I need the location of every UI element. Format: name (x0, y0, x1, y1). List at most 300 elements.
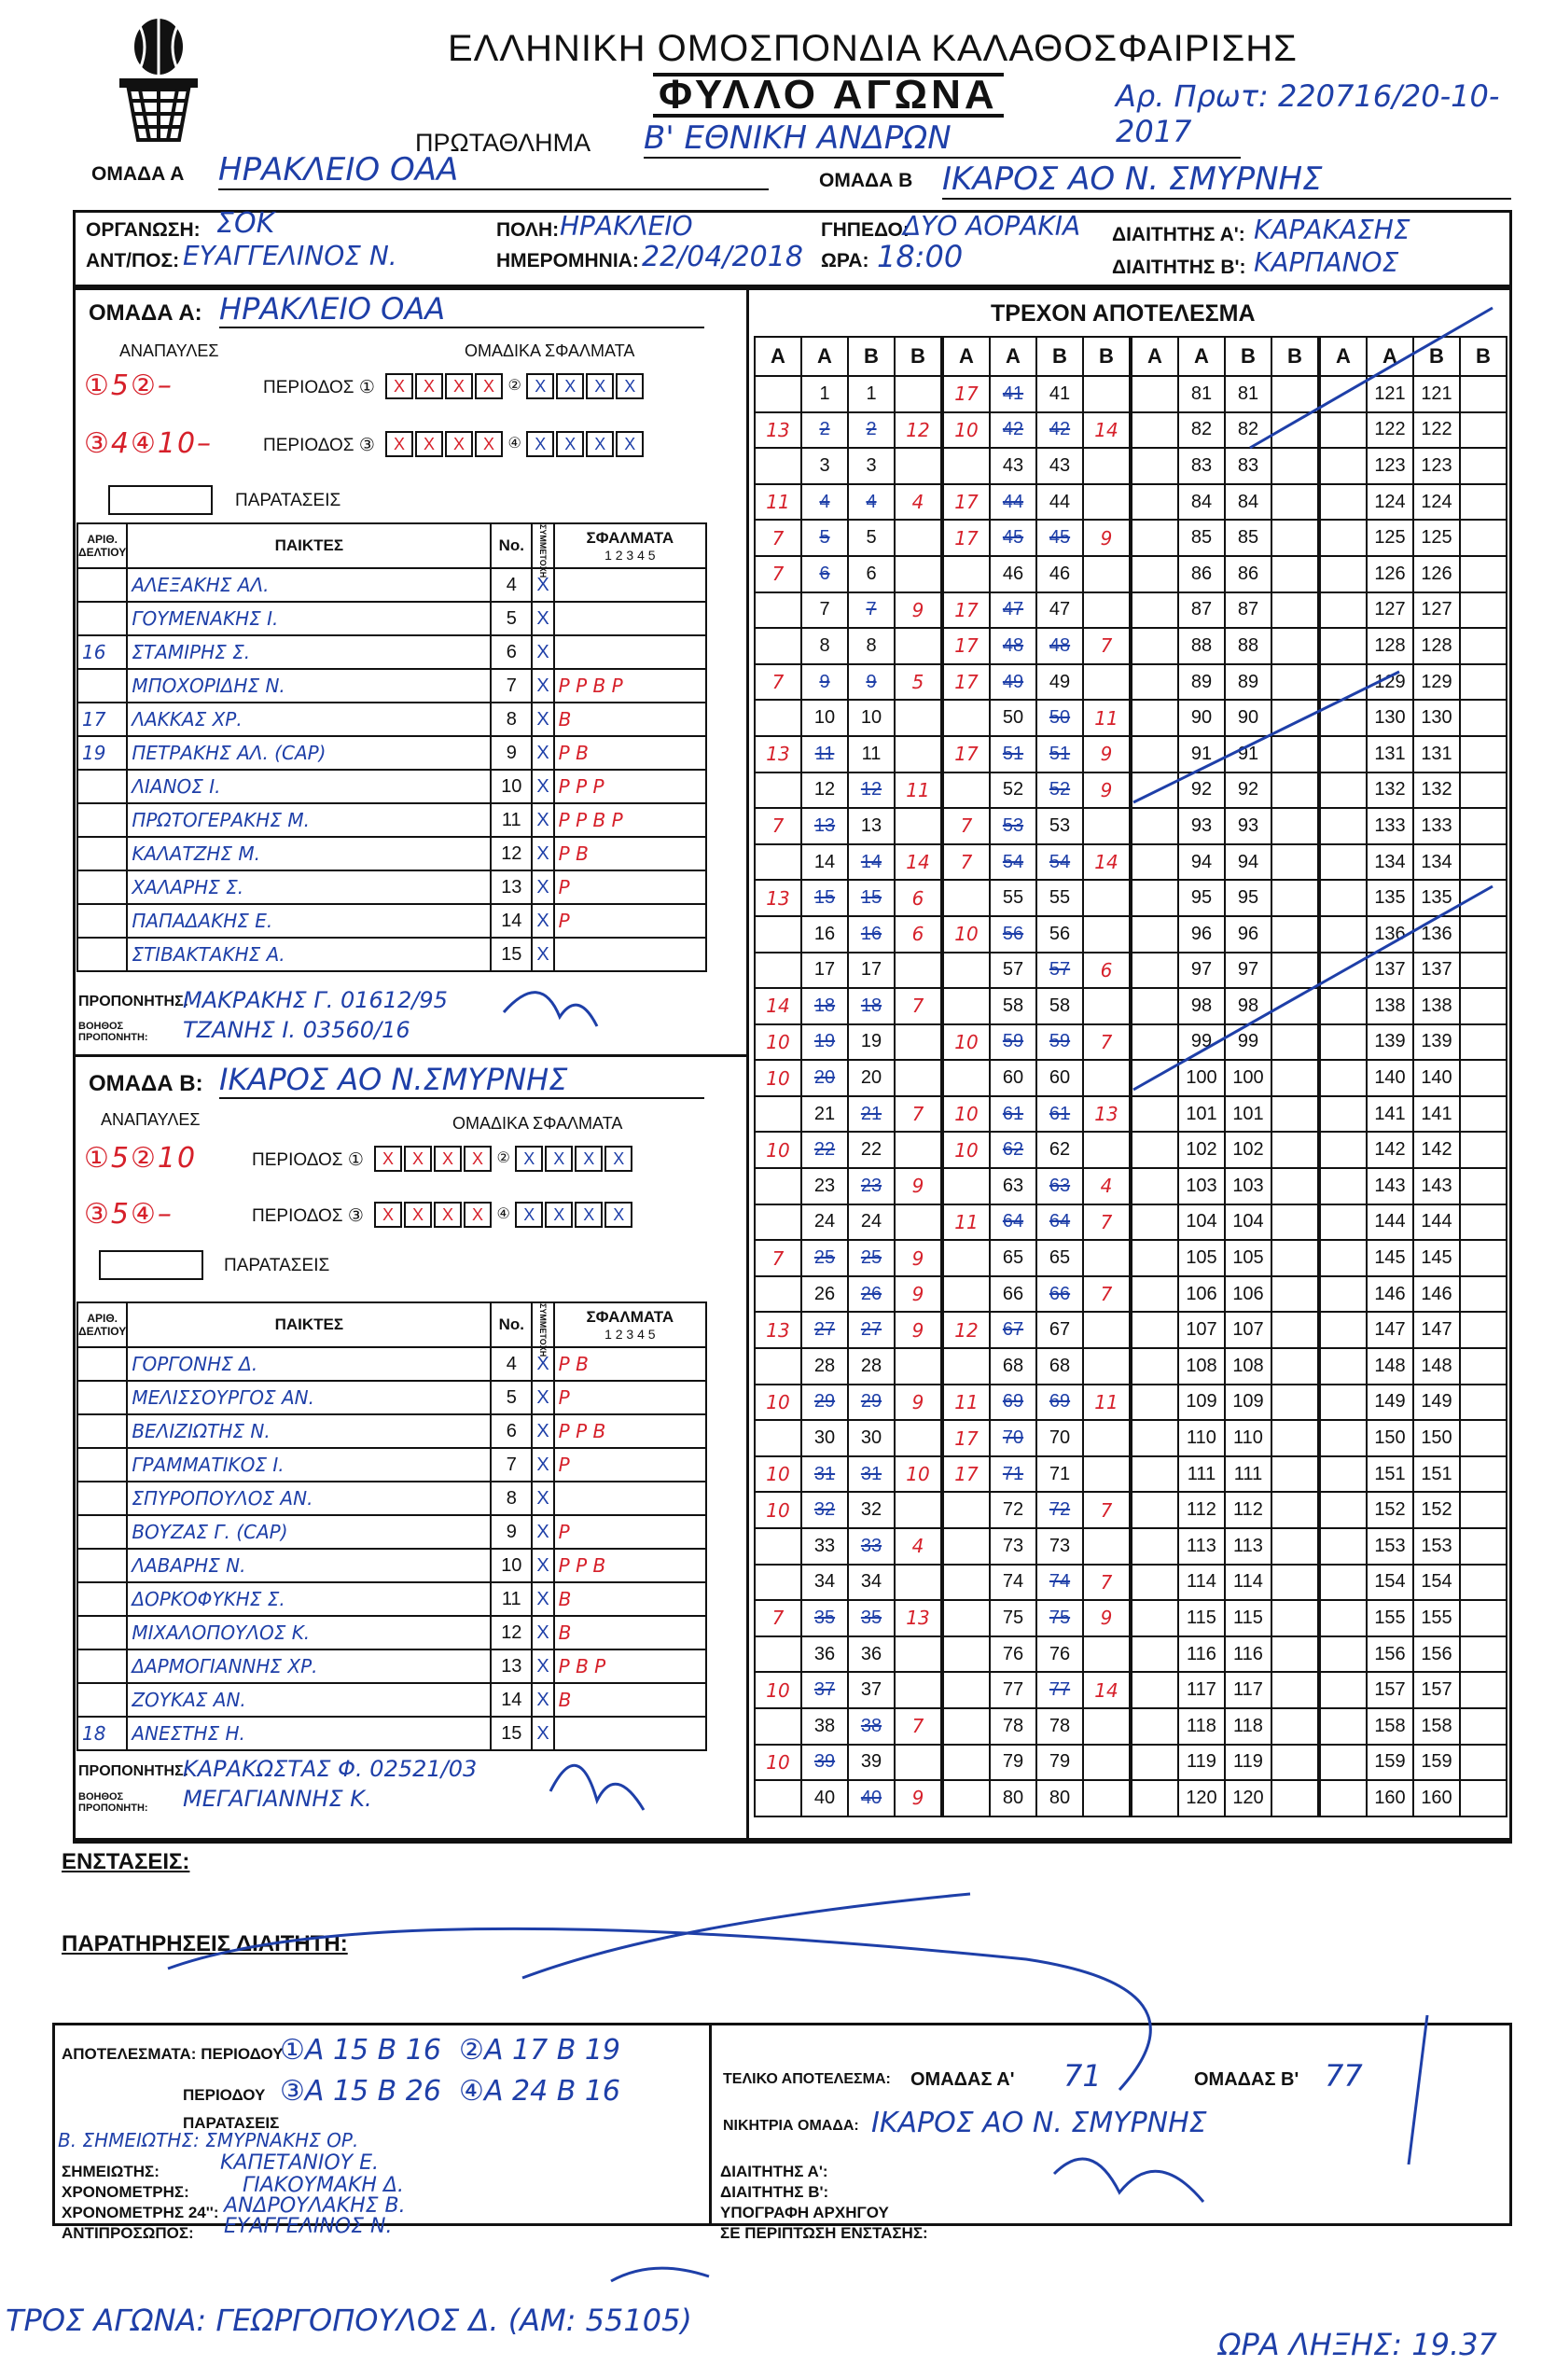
score-number-b: 114 (1225, 1565, 1271, 1601)
score-number-a: 52 (990, 772, 1036, 809)
championship-value: Β' ΕΘΝΙΚΗ ΑΝΔΡΩΝ (644, 119, 1241, 159)
player-fouls: P (554, 870, 706, 904)
score-number-a: 6 (801, 556, 848, 592)
player-fouls: P P B (554, 1549, 706, 1582)
score-mark-a: 7 (755, 664, 801, 701)
score-number-a: 72 (990, 1492, 1036, 1528)
score-mark-b: 9 (895, 1240, 941, 1276)
score-number-b: 89 (1225, 664, 1271, 701)
score-number-b: 100 (1225, 1060, 1271, 1096)
player-number: 7 (491, 669, 532, 703)
player-number: 8 (491, 1482, 532, 1515)
score-number-b: 118 (1225, 1708, 1271, 1745)
score-number-a: 135 (1367, 880, 1413, 916)
score-number-b: 30 (848, 1420, 895, 1456)
score-mark-b: 7 (1083, 1276, 1130, 1313)
players-header-b: ΠΑΙΚΤΕΣ (127, 1302, 491, 1347)
score-mark-b: 11 (1083, 1385, 1130, 1421)
score-number-a: 108 (1178, 1348, 1225, 1385)
score-number-b: 70 (1036, 1420, 1083, 1456)
score-number-a: 24 (801, 1204, 848, 1241)
player-name: ΠΕΤΡΑΚΗΣ ΑΛ. (CAP) (127, 736, 491, 770)
captain-objection-label: ΣΕ ΠΕΡΙΠΤΩΣΗ ΕΝΣΤΑΣΗΣ: (720, 2224, 928, 2242)
score-mark-b: 14 (895, 844, 941, 881)
participation-mark: X (532, 837, 553, 870)
player-name: ΛΙΑΝΟΣ Ι. (127, 770, 491, 803)
player-number: 4 (491, 568, 532, 602)
score-mark-a: 7 (755, 556, 801, 592)
score-number-b: 61 (1036, 1096, 1083, 1133)
score-number-a: 113 (1178, 1528, 1225, 1565)
score-number-b: 127 (1413, 592, 1460, 629)
score-number-b: 13 (848, 808, 895, 844)
team-a-timeouts-2: ③4④10– (84, 427, 214, 460)
score-number-b: 56 (1036, 916, 1083, 953)
participation-mark: X (532, 870, 553, 904)
player-fouls: P (554, 1448, 706, 1482)
coach-a: ΜΑΚΡΑΚΗΣ Γ. 01612/95 (183, 987, 448, 1013)
score-number-b: 130 (1413, 700, 1460, 736)
ref-a-sign-label: ΔΙΑΙΤΗΤΗΣ Α': (720, 2163, 828, 2180)
score-number-a: 27 (801, 1312, 848, 1348)
score-number-b: 45 (1036, 520, 1083, 556)
score-number-a: 100 (1178, 1060, 1225, 1096)
score-number-a: 59 (990, 1024, 1036, 1061)
score-number-b: 12 (848, 772, 895, 809)
score-number-b: 16 (848, 916, 895, 953)
score-number-a: 3 (801, 448, 848, 484)
score-number-b: 153 (1413, 1528, 1460, 1565)
remarks-label: ΠΑΡΑΤΗΡΗΣΕΙΣ ΔΙΑΙΤΗΤΗ: (62, 1931, 348, 1956)
score-number-a: 128 (1367, 628, 1413, 664)
score-mark-b: 9 (895, 1168, 941, 1204)
city-value: ΗΡΑΚΛΕΙΟ (560, 211, 693, 242)
player-name: ΑΛΕΞΑΚΗΣ ΑΛ. (127, 568, 491, 602)
score-mark-b: 14 (1083, 1672, 1130, 1708)
score-number-b: 39 (848, 1745, 895, 1781)
score-number-a: 12 (801, 772, 848, 809)
timer-value: ΓΙΑΚΟΥΜΑΚΗ Δ. (243, 2174, 405, 2197)
score-number-b: 54 (1036, 844, 1083, 881)
score-mark-b: 9 (1083, 1600, 1130, 1636)
score-number-a: 122 (1367, 412, 1413, 449)
score-mark-a: 12 (943, 1312, 990, 1348)
score-mark-b: 13 (1083, 1096, 1130, 1133)
score-number-b: 125 (1413, 520, 1460, 556)
score-number-b: 23 (848, 1168, 895, 1204)
score-number-a: 95 (1178, 880, 1225, 916)
score-number-b: 59 (1036, 1024, 1083, 1061)
team-a-name: ΗΡΑΚΛΕΙΟ ΟΑΑ (218, 151, 769, 190)
score-number-a: 18 (801, 988, 848, 1024)
score-number-b: 24 (848, 1204, 895, 1241)
participation-mark: X (532, 1582, 553, 1616)
score-number-a: 142 (1367, 1132, 1413, 1168)
score-number-a: 149 (1367, 1385, 1413, 1421)
score-number-a: 119 (1178, 1745, 1225, 1781)
score-number-a: 116 (1178, 1636, 1225, 1673)
participation-mark: X (532, 1683, 553, 1717)
score-mark-b: 9 (895, 592, 941, 629)
score-number-a: 51 (990, 736, 1036, 772)
score-number-a: 49 (990, 664, 1036, 701)
score-number-b: 140 (1413, 1060, 1460, 1096)
score-number-b: 9 (848, 664, 895, 701)
participation-header-b: ΣΥΜΜΕΤΟΧΗ (532, 1302, 553, 1347)
score-number-a: 29 (801, 1385, 848, 1421)
score-mark-a: 7 (943, 808, 990, 844)
score-number-b: 1 (848, 376, 895, 412)
score-mark-a: 17 (943, 484, 990, 521)
score-mark-b: 7 (1083, 628, 1130, 664)
score-mark-a: 17 (943, 1456, 990, 1493)
player-fouls: P B P (554, 1649, 706, 1683)
player-number: 6 (491, 635, 532, 669)
score-mark-a: 10 (755, 1456, 801, 1493)
score-mark-a: 17 (943, 736, 990, 772)
score-number-b: 76 (1036, 1636, 1083, 1673)
score-number-a: 107 (1178, 1312, 1225, 1348)
player-licence: 19 (77, 736, 127, 770)
score-number-b: 80 (1036, 1780, 1083, 1816)
score-mark-a: 13 (755, 412, 801, 449)
footer-end-time: ΩΡΑ ΛΗΞΗΣ: 19.37 (1218, 2327, 1497, 2362)
score-number-a: 28 (801, 1348, 848, 1385)
score-number-b: 34 (848, 1565, 895, 1601)
score-number-b: 157 (1413, 1672, 1460, 1708)
score-mark-b: 13 (895, 1600, 941, 1636)
score-number-b: 106 (1225, 1276, 1271, 1313)
rep-label-bottom: ΑΝΤΙΠΡΟΣΩΠΟΣ: (62, 2224, 194, 2242)
score-number-b: 73 (1036, 1528, 1083, 1565)
score-number-a: 71 (990, 1456, 1036, 1493)
team-b-name: ΙΚΑΡΟΣ ΑΟ Ν. ΣΜΥΡΝΗΣ (942, 160, 1511, 200)
score-number-b: 87 (1225, 592, 1271, 629)
player-fouls: P P B P (554, 669, 706, 703)
score-number-a: 23 (801, 1168, 848, 1204)
score-number-a: 117 (1178, 1672, 1225, 1708)
score-number-a: 82 (1178, 412, 1225, 449)
score-number-b: 3 (848, 448, 895, 484)
player-number: 8 (491, 703, 532, 736)
player-number: 15 (491, 938, 532, 971)
city-label: ΠΟΛΗ: (496, 219, 560, 241)
score-number-a: 42 (990, 412, 1036, 449)
score-number-b: 62 (1036, 1132, 1083, 1168)
score-number-a: 157 (1367, 1672, 1413, 1708)
score-number-a: 66 (990, 1276, 1036, 1313)
score-number-a: 89 (1178, 664, 1225, 701)
player-name: ΣΤΙΒΑΚΤΑΚΗΣ Α. (127, 938, 491, 971)
score-col-header: B (895, 337, 941, 376)
player-number: 5 (491, 1381, 532, 1414)
score-mark-b: 14 (1083, 412, 1130, 449)
player-number: 15 (491, 1717, 532, 1750)
score-number-b: 83 (1225, 448, 1271, 484)
score-number-a: 140 (1367, 1060, 1413, 1096)
team-fouls-label-b: ΟΜΑΔΙΚΑ ΣΦΑΛΜΑΤΑ (452, 1114, 623, 1133)
player-name: ΜΠΟΧΟΡΙΔΗΣ Ν. (127, 669, 491, 703)
score-number-b: 101 (1225, 1096, 1271, 1133)
federation-name: ΕΛΛΗΝΙΚΗ ΟΜΟΣΠΟΝΔΙΑ ΚΑΛΑΘΟΣΦΑΙΡΙΣΗΣ (448, 28, 1298, 69)
player-fouls: P B (554, 837, 706, 870)
objections-label: ΕΝΣΤΑΣΕΙΣ: (62, 1849, 190, 1874)
player-fouls: B (554, 1582, 706, 1616)
score-mark-a: 13 (755, 880, 801, 916)
player-name: ΓΟΡΓΟΝΗΣ Δ. (127, 1347, 491, 1381)
score-number-a: 155 (1367, 1600, 1413, 1636)
score-number-a: 94 (1178, 844, 1225, 881)
score-number-b: 133 (1413, 808, 1460, 844)
score-number-a: 55 (990, 880, 1036, 916)
score-number-a: 112 (1178, 1492, 1225, 1528)
score-number-b: 74 (1036, 1565, 1083, 1601)
participation-mark: X (532, 1347, 553, 1381)
score-number-a: 47 (990, 592, 1036, 629)
score-number-a: 150 (1367, 1420, 1413, 1456)
score-number-b: 32 (848, 1492, 895, 1528)
score-number-b: 141 (1413, 1096, 1460, 1133)
score-number-a: 146 (1367, 1276, 1413, 1313)
player-name: ΖΟΥΚΑΣ ΑΝ. (127, 1683, 491, 1717)
player-number: 6 (491, 1414, 532, 1448)
score-mark-a: 10 (755, 1385, 801, 1421)
ref1-value: ΚΑΡΑΚΑΣΗΣ (1254, 215, 1410, 245)
player-number: 13 (491, 1649, 532, 1683)
score-number-b: 128 (1413, 628, 1460, 664)
score-number-a: 41 (990, 376, 1036, 412)
score-number-a: 96 (1178, 916, 1225, 953)
score-mark-a: 17 (943, 376, 990, 412)
score-mark-a: 11 (755, 484, 801, 521)
time-value: 18:00 (877, 239, 964, 274)
score-number-b: 132 (1413, 772, 1460, 809)
score-mark-b: 6 (895, 880, 941, 916)
final-label: ΤΕΛΙΚΟ ΑΠΟΤΕΛΕΣΜΑ: (723, 2071, 891, 2087)
player-fouls: P B (554, 736, 706, 770)
score-number-b: 113 (1225, 1528, 1271, 1565)
score-number-a: 54 (990, 844, 1036, 881)
score-number-b: 121 (1413, 376, 1460, 412)
participation-mark: X (532, 703, 553, 736)
protocol-number: Αρ. Πρωτ: 220716/20-10-2017 (1116, 78, 1500, 149)
score-number-b: 43 (1036, 448, 1083, 484)
timer24-value: ΑΝΔΡΟΥΛΑΚΗΣ Β. (224, 2194, 406, 2218)
score-number-b: 115 (1225, 1600, 1271, 1636)
assistant-label-a: ΒΟΗΘΟΣ ΠΡΟΠΟΝΗΤΗ: (78, 1021, 148, 1043)
score-number-a: 20 (801, 1060, 848, 1096)
score-number-b: 86 (1225, 556, 1271, 592)
score-number-b: 102 (1225, 1132, 1271, 1168)
score-number-b: 4 (848, 484, 895, 521)
score-number-b: 84 (1225, 484, 1271, 521)
score-number-a: 99 (1178, 1024, 1225, 1061)
score-number-a: 148 (1367, 1348, 1413, 1385)
player-name: ΒΕΛΙΖΙΩΤΗΣ Ν. (127, 1414, 491, 1448)
participation-mark: X (532, 736, 553, 770)
score-number-b: 147 (1413, 1312, 1460, 1348)
score-number-b: 138 (1413, 988, 1460, 1024)
score-number-b: 156 (1413, 1636, 1460, 1673)
score-number-b: 96 (1225, 916, 1271, 953)
score-number-a: 44 (990, 484, 1036, 521)
score-number-a: 141 (1367, 1096, 1413, 1133)
score-number-b: 144 (1413, 1204, 1460, 1241)
player-fouls: P P B P (554, 803, 706, 837)
score-number-a: 130 (1367, 700, 1413, 736)
player-name: ΧΑΛΑΡΗΣ Σ. (127, 870, 491, 904)
score-number-a: 160 (1367, 1780, 1413, 1816)
score-col-header: A (1132, 337, 1178, 376)
score-mark-a: 11 (943, 1385, 990, 1421)
score-number-a: 124 (1367, 484, 1413, 521)
score-mark-a: 17 (943, 664, 990, 701)
player-number: 10 (491, 1549, 532, 1582)
player-name: ΑΝΕΣΤΗΣ Η. (127, 1717, 491, 1750)
score-number-b: 21 (848, 1096, 895, 1133)
player-fouls: P (554, 904, 706, 938)
extensions-label-b: ΠΑΡΑΤΑΣΕΙΣ (224, 1256, 330, 1275)
score-mark-b: 11 (895, 772, 941, 809)
participation-mark: X (532, 1717, 553, 1750)
score-number-b: 116 (1225, 1636, 1271, 1673)
player-name: ΛΑΒΑΡΗΣ Ν. (127, 1549, 491, 1582)
score-number-a: 50 (990, 700, 1036, 736)
venue-value: ΔΥΟ ΑΟΡΑΚΙΑ (903, 211, 1081, 242)
participation-mark: X (532, 938, 553, 971)
assistant-label-b: ΒΟΗΘΟΣ ΠΡΟΠΟΝΗΤΗ: (78, 1791, 148, 1814)
score-number-b: 48 (1036, 628, 1083, 664)
score-number-b: 154 (1413, 1565, 1460, 1601)
date-value: 22/04/2018 (642, 241, 803, 273)
rep-value: ΕΥΑΓΓΕΛΙΝΟΣ Ν. (183, 241, 397, 271)
player-name: ΛΑΚΚΑΣ ΧΡ. (127, 703, 491, 736)
fouls-header: ΣΦΑΛΜΑΤΑ 1 2 3 4 5 (554, 523, 706, 568)
score-number-a: 115 (1178, 1600, 1225, 1636)
participation-mark: X (532, 1414, 553, 1448)
score-number-a: 76 (990, 1636, 1036, 1673)
score-number-b: 119 (1225, 1745, 1271, 1781)
score-number-a: 25 (801, 1240, 848, 1276)
score-mark-a: 10 (755, 1060, 801, 1096)
score-mark-a: 10 (943, 916, 990, 953)
score-number-b: 11 (848, 736, 895, 772)
rep-label: ΑΝΤ/ΠΟΣ: (86, 250, 180, 271)
score-number-b: 17 (848, 953, 895, 989)
score-number-b: 35 (848, 1600, 895, 1636)
footer-commissioner: ΤΡΟΣ ΑΓΩΝΑ: ΓΕΩΡΓΟΠΟΥΛΟΣ Δ. (ΑΜ: 55105) (6, 2303, 692, 2338)
score-number-a: 109 (1178, 1385, 1225, 1421)
score-number-b: 55 (1036, 880, 1083, 916)
team-b-timeouts-2: ③5④– (84, 1198, 174, 1231)
score-number-b: 41 (1036, 376, 1083, 412)
score-number-a: 126 (1367, 556, 1413, 592)
score-number-a: 33 (801, 1528, 848, 1565)
score-number-a: 81 (1178, 376, 1225, 412)
score-number-b: 103 (1225, 1168, 1271, 1204)
score-number-a: 45 (990, 520, 1036, 556)
player-name: ΠΑΠΑΔΑΚΗΣ Ε. (127, 904, 491, 938)
score-number-a: 92 (1178, 772, 1225, 809)
score-number-a: 104 (1178, 1204, 1225, 1241)
score-number-a: 16 (801, 916, 848, 953)
score-number-b: 69 (1036, 1385, 1083, 1421)
timer24-label: ΧΡΟΝΟΜΕΤΡΗΣ 24'': (62, 2204, 219, 2221)
score-number-b: 145 (1413, 1240, 1460, 1276)
timeouts-label-b: ΑΝΑΠΑΥΛΕΣ (101, 1110, 201, 1129)
score-number-a: 68 (990, 1348, 1036, 1385)
score-mark-a: 17 (943, 1420, 990, 1456)
score-number-a: 136 (1367, 916, 1413, 953)
team-b-fouls-p1: X X X X ② X X X X (373, 1146, 633, 1172)
score-number-b: 123 (1413, 448, 1460, 484)
score-number-a: 131 (1367, 736, 1413, 772)
score-number-a: 153 (1367, 1528, 1413, 1565)
score-number-a: 32 (801, 1492, 848, 1528)
score-number-a: 88 (1178, 628, 1225, 664)
score-number-b: 20 (848, 1060, 895, 1096)
score-number-a: 58 (990, 988, 1036, 1024)
score-mark-b: 14 (1083, 844, 1130, 881)
score-number-b: 146 (1413, 1276, 1460, 1313)
score-number-b: 15 (848, 880, 895, 916)
score-number-b: 160 (1413, 1780, 1460, 1816)
players-header: ΠΑΙΚΤΕΣ (127, 523, 491, 568)
score-number-b: 42 (1036, 412, 1083, 449)
score-mark-a: 10 (943, 1024, 990, 1061)
score-number-a: 21 (801, 1096, 848, 1133)
org-value: ΣΟΚ (216, 207, 275, 240)
score-number-a: 17 (801, 953, 848, 989)
score-number-b: 36 (848, 1636, 895, 1673)
score-col-header: B (1083, 337, 1130, 376)
participation-mark: X (532, 568, 553, 602)
score-number-a: 8 (801, 628, 848, 664)
score-number-a: 147 (1367, 1312, 1413, 1348)
championship-label: ΠΡΩΤΑΘΛΗΜΑ (415, 129, 591, 157)
score-number-a: 10 (801, 700, 848, 736)
score-number-a: 129 (1367, 664, 1413, 701)
score-mark-b: 7 (1083, 1492, 1130, 1528)
participation-mark: X (532, 1448, 553, 1482)
score-number-a: 156 (1367, 1636, 1413, 1673)
score-number-a: 78 (990, 1708, 1036, 1745)
score-col-header: A (1320, 337, 1367, 376)
team-b-timeouts-1: ①5②10 (84, 1142, 198, 1175)
score-number-b: 40 (848, 1780, 895, 1816)
score-number-b: 22 (848, 1132, 895, 1168)
score-mark-a: 10 (755, 1492, 801, 1528)
score-number-a: 2 (801, 412, 848, 449)
participation-mark: X (532, 635, 553, 669)
score-mark-b: 4 (1083, 1168, 1130, 1204)
score-number-b: 38 (848, 1708, 895, 1745)
score-col-header: B (1225, 337, 1271, 376)
score-number-a: 132 (1367, 772, 1413, 809)
score-mark-a: 14 (755, 988, 801, 1024)
team-a-fouls-p3: X X X X ④ X X X X (384, 431, 645, 457)
team-a-label: ΟΜΑΔΑ Α (91, 163, 185, 185)
score-number-a: 84 (1178, 484, 1225, 521)
assistant-b: ΜΕΓΑΓΙΑΝΝΗΣ Κ. (183, 1786, 372, 1812)
final-team-b-label: ΟΜΑΔΑΣ Β' (1194, 2069, 1299, 2090)
player-fouls: P P B (554, 1414, 706, 1448)
score-number-b: 91 (1225, 736, 1271, 772)
score-mark-a: 7 (755, 1240, 801, 1276)
score-number-a: 125 (1367, 520, 1413, 556)
score-number-a: 40 (801, 1780, 848, 1816)
score-number-b: 122 (1413, 412, 1460, 449)
